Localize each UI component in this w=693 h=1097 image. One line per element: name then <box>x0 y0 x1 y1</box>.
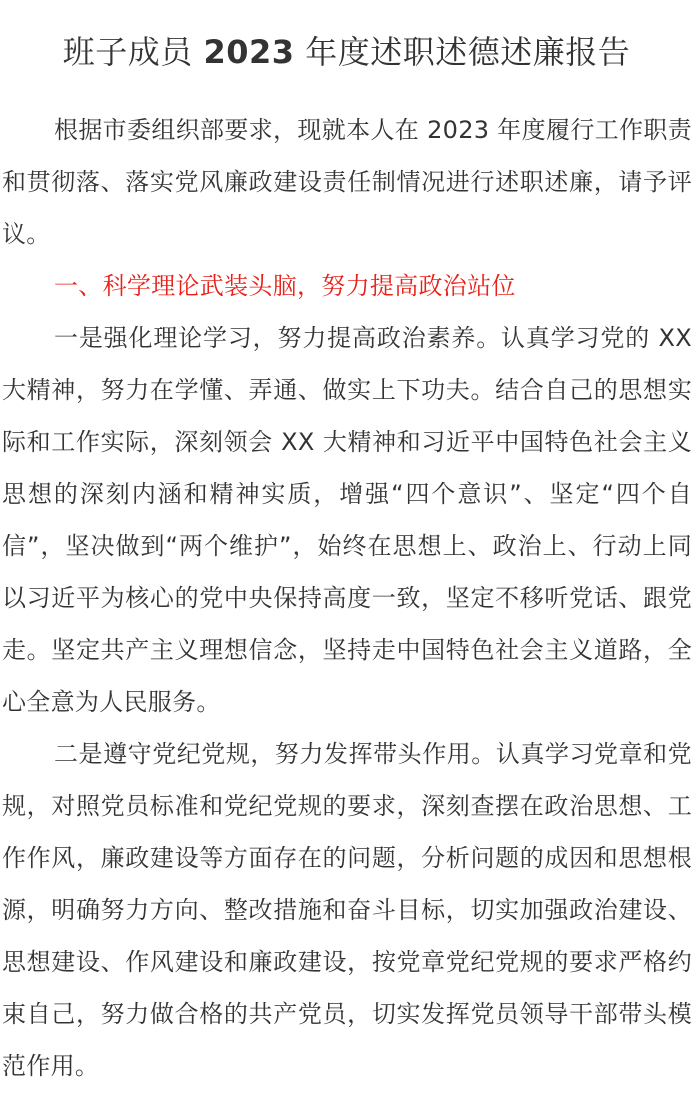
body-paragraph-1: 一是强化理论学习，努力提高政治素养。认真学习党的 XX 大精神，努力在学懂、弄通、做实上下功夫。结合自己的思想实际和工作实际，深刻领会 XX 大精神和习近平中国特色社会主义思想的深刻内涵和精神实质，增强“四个意识”、坚定“四个自信”，坚决做到“两个维护”，始终在思想上、政治上、行动上同以习近平为核心的党中央保持高度一致，坚定不移听党话、跟党走。坚定共产主义理想信念，坚持走中国特色社会主义道路，全心全意为人民服务。 <box>2 324 692 716</box>
title-prefix: 班子成员 <box>62 33 204 71</box>
section-heading-1: 一、科学理论武装头脑，努力提高政治站位 <box>54 272 516 300</box>
title-year: 2023 <box>203 33 295 71</box>
body-paragraph-2: 二是遵守党纪党规，努力发挥带头作用。认真学习党章和党规，对照党员标准和党纪党规的要求，深刻查摆在政治思想、工作作风，廉政建设等方面存在的问题，分析问题的成因和思想根源，明确努力方向、整改措施和奋斗目标，切实加强政治建设、思想建设、作风建设和廉政建设，按党章党纪党规的要求严格约束自己，努力做合格的共产党员，切实发挥党员领导干部带头模范作用。 <box>2 740 692 1080</box>
title-suffix: 年度述职述德述廉报告 <box>294 33 631 71</box>
document-title <box>0 28 693 76</box>
intro-paragraph: 根据市委组织部要求，现就本人在 2023 年度履行工作职责和贯彻落、落实党风廉政建设责任制情况进行述职述廉，请予评议。 <box>2 116 692 248</box>
document-body <box>2 104 692 1092</box>
